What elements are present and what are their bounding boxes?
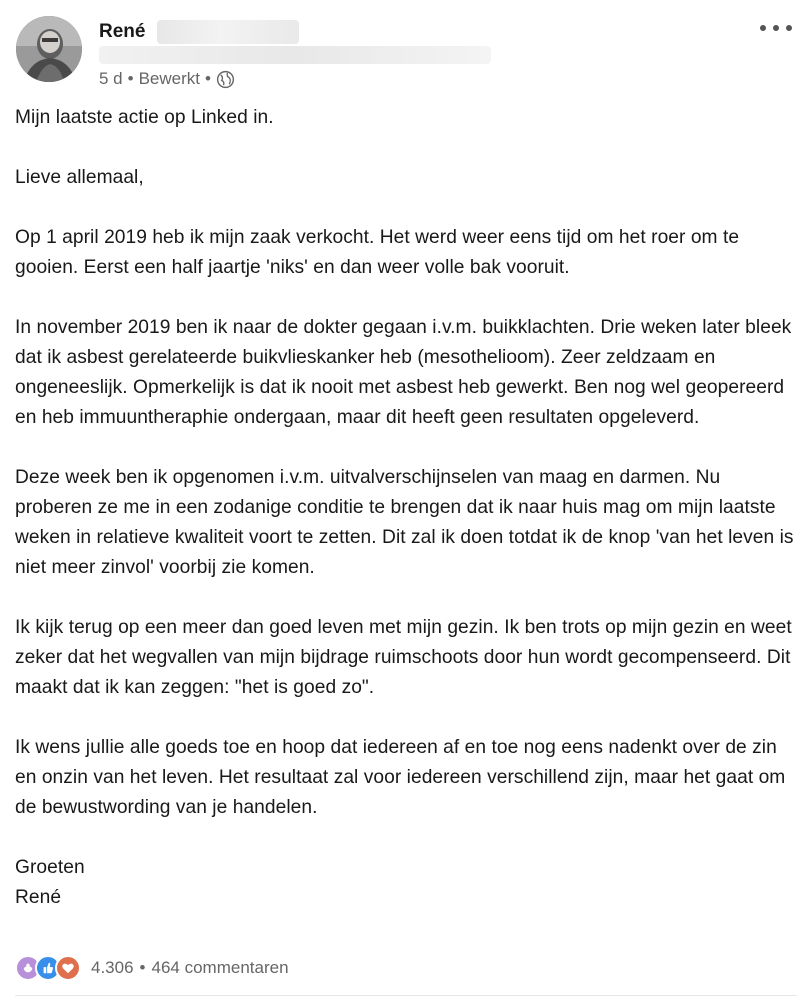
author-name[interactable]: René [99, 21, 146, 42]
post-paragraph: Deze week ben ik opgenomen i.v.m. uitvalverschijnselen van maag en darmen. Nu proberen ze me in een zodanige conditie te brengen dat ik naar huis mag om mijn laatste weken in relatieve kwaliteit voort te zetten. Dit zal ik doen totdat ik de knop 'van het leven is niet meer zinvol' voorbij zie komen. [15, 467, 794, 578]
edited-label: Bewerkt [138, 69, 201, 88]
meta-separator-2: • [205, 69, 211, 88]
time-ago: 5 d [99, 69, 123, 88]
reaction-count[interactable]: 4.306 [91, 958, 134, 977]
post-paragraph: In november 2019 ben ik naar de dokter gegaan i.v.m. buikklachten. Drie weken later bleek dat ik asbest gerelateerde buikvlieskanker heb (mesothelioom). Zeer zeldzaam en ongeneeslijk. Opmerkelijk is dat ik nooit met asbest heb gewerkt. Ben nog wel geopereerd en heb immuuntheraphie ondergaan, maar dit heeft geen resultaten opgeleverd. [15, 317, 792, 428]
more-icon[interactable] [760, 20, 792, 36]
closing-greeting: Groeten [15, 857, 85, 878]
love-icon [55, 955, 81, 981]
comments-count[interactable]: 464 commentaren [151, 958, 289, 977]
post-header [0, 0, 812, 100]
closing-signature: René [15, 887, 62, 908]
post-body [15, 103, 800, 913]
social-separator: • [139, 958, 146, 977]
post-paragraph: Lieve allemaal, [15, 167, 144, 188]
more-dot [760, 25, 766, 31]
post-paragraph: Op 1 april 2019 heb ik mijn zaak verkocht. Het werd weer eens tijd om het roer om te gooien. Eerst een half jaartje 'niks' en dan weer volle bak vooruit. [15, 227, 740, 278]
blurred-name [157, 20, 299, 44]
reaction-icons[interactable] [15, 955, 81, 981]
social-counts [15, 955, 289, 981]
post-paragraph: Ik wens jullie alle goeds toe en hoop dat iedereen af en toe nog eens nadenkt over de zin en onzin van het leven. Het resultaat zal voor iedereen verschillend zijn, maar het gaat om de bewustwording van je handelen. [15, 737, 786, 818]
divider [15, 995, 797, 996]
more-dot [786, 25, 792, 31]
post-closing [15, 853, 800, 913]
blurred-headline [99, 46, 491, 64]
post-paragraph: Mijn laatste actie op Linked in. [15, 107, 274, 128]
more-dot [773, 25, 779, 31]
avatar-photo [16, 16, 82, 82]
avatar[interactable] [16, 16, 82, 82]
post-meta [99, 68, 235, 90]
post-paragraph: Ik kijk terug op een meer dan goed leven met mijn gezin. Ik ben trots op mijn gezin en weet zeker dat het wegvallen van mijn bijdrage ruimschoots door hun wordt gecompenseerd. Dit maakt dat ik kan zeggen: "het is goed zo". [15, 617, 792, 698]
meta-separator-1: • [127, 69, 134, 88]
globe-icon [216, 70, 235, 89]
